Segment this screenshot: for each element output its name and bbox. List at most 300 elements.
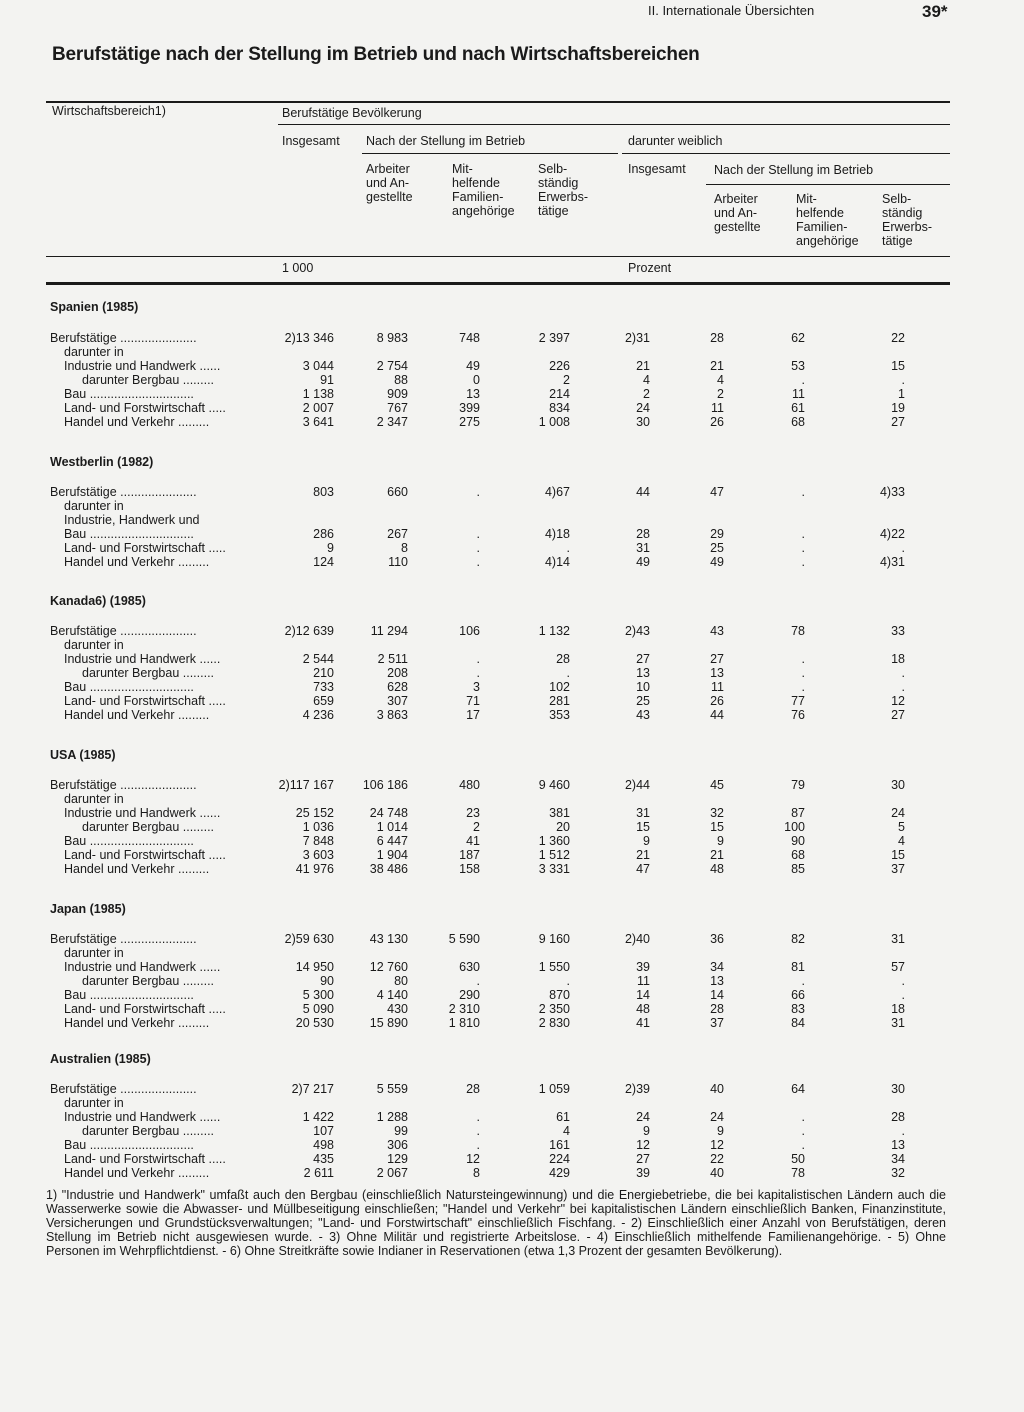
cell-c6: 9: [717, 834, 724, 848]
running-head: II. Internationale Übersichten: [648, 3, 815, 18]
row-label: darunter in: [64, 792, 124, 806]
cell-c5: 24: [636, 401, 650, 415]
cell-c8: 57: [891, 960, 905, 974]
cell-c3: .: [476, 974, 480, 988]
cell-c6: 12: [710, 1138, 724, 1152]
cell-c8: 1: [898, 387, 905, 401]
section-title: Australien (1985): [50, 1052, 151, 1066]
cell-c2: 8 983: [376, 331, 408, 345]
cell-c8: 34: [891, 1152, 905, 1166]
cell-c8: 30: [891, 778, 905, 792]
cell-c7: 78: [791, 1166, 805, 1180]
table-row: [0, 708, 1024, 722]
cell-c2: 99: [394, 1124, 408, 1138]
cell-c4: 4: [563, 1124, 570, 1138]
cell-c8: 18: [891, 1002, 905, 1016]
cell-c2: 660: [387, 485, 408, 499]
cell-c3: 480: [459, 778, 480, 792]
cell-c4: 834: [549, 401, 570, 415]
cell-c6: 13: [710, 974, 724, 988]
header-rule-2: [278, 124, 950, 125]
table-row: [0, 932, 1024, 946]
cell-c8: 31: [891, 932, 905, 946]
cell-c1: 3 044: [302, 359, 334, 373]
cell-c6: 21: [710, 848, 724, 862]
cell-c6: 14: [710, 988, 724, 1002]
cell-c2: 1 288: [376, 1110, 408, 1124]
row-label: Bau ..............................: [64, 988, 194, 1002]
cell-c8: 37: [891, 862, 905, 876]
cell-c5: 27: [636, 1152, 650, 1166]
table-row: [0, 820, 1024, 834]
cell-c5: 25: [636, 694, 650, 708]
table-row: [0, 862, 1024, 876]
cell-c3: 3: [473, 680, 480, 694]
cell-c8: 32: [891, 1166, 905, 1180]
cell-c8: 33: [891, 624, 905, 638]
table-row: [0, 415, 1024, 429]
cell-c8: .: [901, 1124, 905, 1138]
cell-c4: 429: [549, 1166, 570, 1180]
page-title: Berufstätige nach der Stellung im Betrieb und nach Wirtschaftsbereichen: [52, 44, 700, 65]
cell-c7: .: [801, 974, 805, 988]
cell-c6: 26: [710, 694, 724, 708]
cell-c5: 10: [636, 680, 650, 694]
cell-c7: 81: [791, 960, 805, 974]
cell-c5: 14: [636, 988, 650, 1002]
cell-c4: 3 331: [538, 862, 570, 876]
header-w-arbeiter: Arbeiter und An- gestellte: [714, 192, 761, 234]
cell-c4: 1 360: [538, 834, 570, 848]
row-label: Handel und Verkehr .........: [64, 1016, 210, 1030]
row-label: Land- und Forstwirtschaft .....: [64, 401, 226, 415]
cell-c6: 47: [710, 485, 724, 499]
cell-c5: 15: [636, 820, 650, 834]
cell-c3: .: [476, 555, 480, 569]
table-row: [0, 1002, 1024, 1016]
cell-c7: 85: [791, 862, 805, 876]
table-row: [0, 988, 1024, 1002]
cell-c8: 13: [891, 1138, 905, 1152]
cell-c5: 28: [636, 527, 650, 541]
cell-c1: 124: [313, 555, 334, 569]
cell-c8: 24: [891, 806, 905, 820]
cell-c1: 41 976: [295, 862, 334, 876]
table-row: [0, 1138, 1024, 1152]
cell-c4: .: [566, 541, 570, 555]
cell-c1: 733: [313, 680, 334, 694]
cell-c6: 32: [710, 806, 724, 820]
header-nach-stellung: Nach der Stellung im Betrieb: [366, 134, 526, 148]
header-mithelfende: Mit- helfende Familien- angehörige: [452, 162, 515, 218]
header-rule-5: [46, 256, 950, 257]
table-row: [0, 499, 1024, 513]
cell-c7: .: [801, 1110, 805, 1124]
cell-c4: 2 350: [538, 1002, 570, 1016]
cell-c4: 281: [549, 694, 570, 708]
table-row: [0, 1152, 1024, 1166]
row-label: Industrie und Handwerk ......: [64, 652, 221, 666]
table-row: [0, 638, 1024, 652]
cell-c6: 34: [710, 960, 724, 974]
table-row: [0, 652, 1024, 666]
cell-c8: .: [901, 988, 905, 1002]
header-w-nach-stellung: Nach der Stellung im Betrieb: [714, 163, 874, 177]
row-label: Berufstätige ......................: [50, 778, 197, 792]
table-row: [0, 1124, 1024, 1138]
cell-c3: 630: [459, 960, 480, 974]
cell-c6: 22: [710, 1152, 724, 1166]
cell-c7: 76: [791, 708, 805, 722]
cell-c4: 1 512: [538, 848, 570, 862]
cell-c7: 53: [791, 359, 805, 373]
cell-c1: 2 544: [302, 652, 334, 666]
cell-c3: 49: [466, 359, 480, 373]
cell-c7: 84: [791, 1016, 805, 1030]
cell-c5: 2)39: [624, 1082, 650, 1096]
cell-c5: 43: [636, 708, 650, 722]
cell-c7: 66: [791, 988, 805, 1002]
table-row: [0, 1082, 1024, 1096]
cell-c5: 9: [643, 834, 650, 848]
cell-c4: 28: [556, 652, 570, 666]
cell-c2: 628: [387, 680, 408, 694]
cell-c4: 102: [549, 680, 570, 694]
cell-c3: 12: [466, 1152, 480, 1166]
cell-c4: 224: [549, 1152, 570, 1166]
cell-c2: 8: [401, 541, 408, 555]
cell-c8: 22: [891, 331, 905, 345]
row-label: darunter in: [64, 345, 124, 359]
cell-c6: 15: [710, 820, 724, 834]
cell-c5: 21: [636, 848, 650, 862]
cell-c2: 208: [387, 666, 408, 680]
table-row: [0, 974, 1024, 988]
cell-c6: 40: [710, 1082, 724, 1096]
cell-c6: 29: [710, 527, 724, 541]
cell-c5: 11: [637, 974, 650, 988]
table-row: [0, 331, 1024, 345]
cell-c4: 214: [549, 387, 570, 401]
cell-c2: 306: [387, 1138, 408, 1152]
cell-c5: 24: [636, 1110, 650, 1124]
cell-c4: 4)67: [544, 485, 570, 499]
table-row: [0, 666, 1024, 680]
table-row: [0, 960, 1024, 974]
cell-c7: 50: [791, 1152, 805, 1166]
cell-c3: 71: [466, 694, 480, 708]
cell-c8: 28: [891, 1110, 905, 1124]
cell-c6: 48: [710, 862, 724, 876]
table-row: [0, 373, 1024, 387]
cell-c3: .: [476, 541, 480, 555]
cell-c5: 2)43: [624, 624, 650, 638]
row-label: darunter Bergbau .........: [82, 666, 215, 680]
cell-c6: 44: [710, 708, 724, 722]
cell-c5: 13: [636, 666, 650, 680]
table-row: [0, 387, 1024, 401]
section-title: Westberlin (1982): [50, 455, 154, 469]
header-rule-3b: [622, 153, 950, 154]
cell-c4: 381: [549, 806, 570, 820]
cell-c3: 2 310: [448, 1002, 480, 1016]
cell-c4: 353: [549, 708, 570, 722]
row-label: Berufstätige ......................: [50, 624, 197, 638]
cell-c3: 0: [473, 373, 480, 387]
cell-c2: 80: [394, 974, 408, 988]
header-rule-3a: [362, 153, 618, 154]
cell-c1: 14 950: [295, 960, 334, 974]
cell-c4: 9 460: [538, 778, 570, 792]
cell-c2: 1 904: [376, 848, 408, 862]
cell-c8: 19: [891, 401, 905, 415]
cell-c8: .: [901, 666, 905, 680]
cell-c6: 9: [717, 1124, 724, 1138]
cell-c3: 17: [466, 708, 480, 722]
cell-c2: 430: [387, 1002, 408, 1016]
header-top-rule: [46, 101, 950, 103]
cell-c2: 110: [388, 555, 408, 569]
row-label: Handel und Verkehr .........: [64, 555, 210, 569]
cell-c3: 290: [459, 988, 480, 1002]
cell-c6: 27: [710, 652, 724, 666]
cell-c3: .: [476, 1110, 480, 1124]
cell-c3: 158: [459, 862, 480, 876]
cell-c2: 5 559: [376, 1082, 408, 1096]
row-label: Handel und Verkehr .........: [64, 1166, 210, 1180]
cell-c6: 49: [710, 555, 724, 569]
row-label: darunter in: [64, 946, 124, 960]
cell-c6: 36: [710, 932, 724, 946]
cell-c7: .: [801, 541, 805, 555]
cell-c7: 62: [791, 331, 805, 345]
table-row: [0, 485, 1024, 499]
cell-c2: 2 347: [376, 415, 408, 429]
cell-c5: 31: [636, 541, 650, 555]
cell-c5: 12: [636, 1138, 650, 1152]
table-row: [0, 848, 1024, 862]
cell-c3: .: [476, 1138, 480, 1152]
row-label: darunter Bergbau .........: [82, 974, 215, 988]
table-row: [0, 806, 1024, 820]
cell-c8: 15: [891, 848, 905, 862]
cell-c7: 87: [791, 806, 805, 820]
cell-c7: 83: [791, 1002, 805, 1016]
cell-c1: 25 152: [295, 806, 334, 820]
cell-c7: .: [801, 680, 805, 694]
cell-c5: 2: [643, 387, 650, 401]
cell-c8: 30: [891, 1082, 905, 1096]
cell-c8: 4)22: [879, 527, 905, 541]
cell-c2: 767: [387, 401, 408, 415]
cell-c1: 3 603: [302, 848, 334, 862]
cell-c5: 49: [636, 555, 650, 569]
cell-c4: 4)18: [544, 527, 570, 541]
table-row: [0, 541, 1024, 555]
header-w-insgesamt: Insgesamt: [628, 162, 686, 176]
cell-c5: 41: [636, 1016, 650, 1030]
row-label: Bau ..............................: [64, 1138, 194, 1152]
cell-c4: 2 397: [538, 331, 570, 345]
row-label: Land- und Forstwirtschaft .....: [64, 694, 226, 708]
cell-c5: 47: [636, 862, 650, 876]
cell-c1: 286: [313, 527, 334, 541]
row-label: Land- und Forstwirtschaft .....: [64, 1002, 226, 1016]
cell-c3: 8: [473, 1166, 480, 1180]
cell-c2: 15 890: [369, 1016, 408, 1030]
cell-c4: 2: [563, 373, 570, 387]
row-label: Land- und Forstwirtschaft .....: [64, 1152, 226, 1166]
cell-c1: 2)13 346: [284, 331, 334, 345]
cell-c4: 1 550: [538, 960, 570, 974]
cell-c5: 31: [636, 806, 650, 820]
row-label: darunter Bergbau .........: [82, 1124, 215, 1138]
cell-c2: 88: [394, 373, 408, 387]
cell-c6: 26: [710, 415, 724, 429]
cell-c1: 4 236: [302, 708, 334, 722]
row-label: darunter in: [64, 499, 124, 513]
cell-c1: 2 007: [302, 401, 334, 415]
cell-c3: .: [476, 666, 480, 680]
cell-c3: 275: [459, 415, 480, 429]
cell-c5: 30: [636, 415, 650, 429]
cell-c2: 12 760: [369, 960, 408, 974]
cell-c3: 5 590: [448, 932, 480, 946]
cell-c1: 5 300: [302, 988, 334, 1002]
cell-c6: 37: [710, 1016, 724, 1030]
cell-c3: 41: [466, 834, 480, 848]
header-w-mithelfende: Mit- helfende Familien- angehörige: [796, 192, 859, 248]
cell-c8: 27: [891, 708, 905, 722]
cell-c5: 48: [636, 1002, 650, 1016]
cell-c4: 161: [549, 1138, 570, 1152]
cell-c6: 40: [710, 1166, 724, 1180]
cell-c8: 4)31: [879, 555, 905, 569]
cell-c2: 2 067: [376, 1166, 408, 1180]
cell-c4: 20: [556, 820, 570, 834]
cell-c3: .: [476, 527, 480, 541]
cell-c5: 9: [643, 1124, 650, 1138]
cell-c7: .: [801, 527, 805, 541]
cell-c3: 2: [473, 820, 480, 834]
cell-c1: 90: [320, 974, 334, 988]
cell-c5: 2)44: [624, 778, 650, 792]
cell-c7: 79: [791, 778, 805, 792]
cell-c2: 267: [387, 527, 408, 541]
row-label: Land- und Forstwirtschaft .....: [64, 541, 226, 555]
cell-c6: 4: [717, 373, 724, 387]
table-row: [0, 1166, 1024, 1180]
cell-c2: 129: [387, 1152, 408, 1166]
cell-c6: 45: [710, 778, 724, 792]
cell-c1: 91: [320, 373, 334, 387]
cell-c1: 7 848: [302, 834, 334, 848]
row-label: Handel und Verkehr .........: [64, 708, 210, 722]
cell-c2: 909: [387, 387, 408, 401]
table-row: [0, 345, 1024, 359]
table-row: [0, 792, 1024, 806]
cell-c5: 39: [636, 1166, 650, 1180]
cell-c1: 803: [313, 485, 334, 499]
row-label: Industrie, Handwerk und: [64, 513, 200, 527]
header-selbstaendig: Selb- ständig Erwerbs- tätige: [538, 162, 589, 218]
cell-c2: 43 130: [369, 932, 408, 946]
cell-c6: 25: [710, 541, 724, 555]
cell-c7: 77: [791, 694, 805, 708]
table-row: [0, 401, 1024, 415]
cell-c2: 106 186: [362, 778, 408, 792]
row-label: Bau ..............................: [64, 387, 194, 401]
cell-c4: 226: [549, 359, 570, 373]
cell-c7: .: [801, 1124, 805, 1138]
header-insgesamt: Insgesamt: [282, 134, 340, 148]
header-rule-4: [706, 184, 950, 185]
cell-c2: 2 511: [377, 652, 408, 666]
cell-c4: .: [566, 666, 570, 680]
cell-c5: 4: [643, 373, 650, 387]
cell-c8: .: [901, 974, 905, 988]
cell-c4: 4)14: [544, 555, 570, 569]
cell-c4: 1 132: [538, 624, 570, 638]
cell-c1: 498: [313, 1138, 334, 1152]
cell-c1: 659: [313, 694, 334, 708]
cell-c7: 11: [792, 387, 805, 401]
cell-c2: 38 486: [369, 862, 408, 876]
cell-c4: 61: [556, 1110, 570, 1124]
section-title: Kanada6) (1985): [50, 594, 146, 608]
cell-c7: .: [801, 1138, 805, 1152]
section-title: Spanien (1985): [50, 300, 139, 314]
cell-c8: 12: [891, 694, 905, 708]
cell-c2: 24 748: [369, 806, 408, 820]
cell-c3: .: [476, 485, 480, 499]
row-label: Bau ..............................: [64, 834, 194, 848]
cell-c8: 4)33: [879, 485, 905, 499]
table-row: [0, 1096, 1024, 1110]
cell-c7: 68: [791, 415, 805, 429]
table-row: [0, 555, 1024, 569]
cell-c7: 100: [784, 820, 805, 834]
cell-c3: 13: [466, 387, 480, 401]
cell-c7: 82: [791, 932, 805, 946]
table-row: [0, 1016, 1024, 1030]
cell-c1: 2 611: [303, 1166, 334, 1180]
cell-c6: 11: [711, 680, 724, 694]
cell-c8: 27: [891, 415, 905, 429]
header-unit-1000: 1 000: [282, 261, 314, 275]
cell-c3: 748: [459, 331, 480, 345]
cell-c1: 5 090: [302, 1002, 334, 1016]
cell-c6: 11: [711, 401, 724, 415]
table-row: [0, 359, 1024, 373]
table-row: [0, 513, 1024, 527]
cell-c7: .: [801, 652, 805, 666]
header-bottom-rule: [46, 282, 950, 285]
cell-c2: 1 014: [376, 820, 408, 834]
cell-c1: 2)12 639: [284, 624, 334, 638]
cell-c7: 61: [791, 401, 805, 415]
cell-c4: 1 059: [538, 1082, 570, 1096]
cell-c8: 5: [898, 820, 905, 834]
cell-c3: 23: [466, 806, 480, 820]
header-unit-prozent: Prozent: [628, 261, 672, 275]
table-row: [0, 694, 1024, 708]
row-label: darunter Bergbau .........: [82, 373, 215, 387]
row-label: Berufstätige ......................: [50, 932, 197, 946]
cell-c3: 187: [459, 848, 480, 862]
cell-c4: .: [566, 974, 570, 988]
cell-c7: 78: [791, 624, 805, 638]
